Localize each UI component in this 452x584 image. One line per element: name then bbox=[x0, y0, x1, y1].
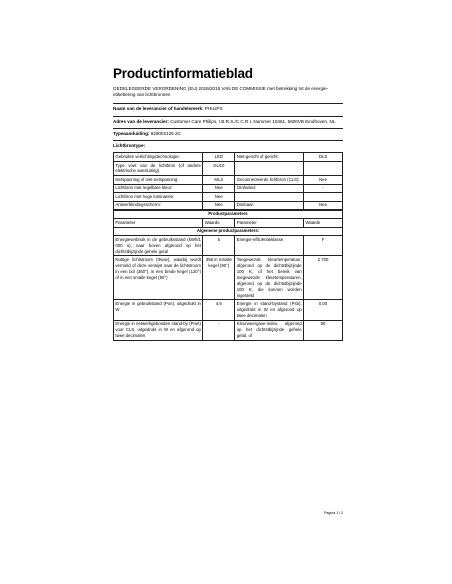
table-row bbox=[114, 176, 343, 185]
type-value-cell bbox=[304, 193, 343, 202]
type-label-cell: Niet-gericht of gericht: bbox=[235, 153, 304, 162]
type-value-cell: Nee bbox=[304, 176, 343, 185]
column-header-value: Waarde bbox=[203, 219, 235, 228]
type-value-cell: - bbox=[304, 184, 343, 193]
type-value-cell: Nee bbox=[203, 201, 235, 210]
document-page bbox=[113, 66, 343, 341]
type-value-cell: Nee bbox=[203, 184, 235, 193]
model-value: 929002125 2C bbox=[150, 130, 181, 136]
type-label-cell: Geconnecteerde lichtbron (CLS): bbox=[235, 176, 304, 185]
type-value-cell: Nee bbox=[203, 193, 235, 202]
product-parameters-title: Productparameters bbox=[114, 210, 343, 219]
supplier-name-label: Naam van de leverancier of handelsmerk: bbox=[113, 106, 204, 112]
light-source-type-heading: Lichtbrontype: bbox=[113, 140, 343, 152]
intro-text: GEDELEGEERDE VERORDENING (EU) 2019/2015 VAN DE COMMISSIE met betrekking tot de energie-etikettering van lichtbronnen bbox=[113, 86, 329, 98]
column-header-parameter: Parameter bbox=[235, 219, 304, 228]
supplier-name bbox=[113, 103, 343, 115]
type-label-cell: Type voet van de lichtbron (of andere elektrische aansluiting) bbox=[114, 161, 203, 175]
value-cell: 4,6 bbox=[203, 300, 235, 320]
type-label-cell bbox=[235, 193, 304, 202]
column-header-value: Waarde bbox=[304, 219, 343, 228]
product-parameters-table bbox=[113, 210, 343, 341]
parameter-cell: Toegewezde kleurtemperatuur, afgerond op de dichtstbijzijnde 100 K, of het bereik van toegewezde kleurtemperaturen, afgerond op de dichtstbijzijnde 100 K, die kunnen worden ingesteld bbox=[235, 256, 304, 300]
general-parameters-title: Algemene productparameters: bbox=[114, 227, 343, 236]
type-value-cell: Nee bbox=[304, 201, 343, 210]
value-cell: 2 700 bbox=[304, 256, 343, 300]
type-value-cell: GU10 bbox=[203, 161, 235, 175]
parameter-cell: Energieverbruik in de gebruiksstand (kWh/1 000 u), naar boven afgerond op het dichtstbijzijnde gehele getal bbox=[114, 236, 203, 256]
page-number: Pagina 1 / 2 bbox=[324, 511, 344, 515]
table-row bbox=[114, 201, 343, 210]
type-value-cell: DLS bbox=[304, 153, 343, 162]
table-row bbox=[114, 184, 343, 193]
table-row bbox=[114, 256, 343, 300]
type-label-cell: Lichtbron met hoge luminantie: bbox=[114, 193, 203, 202]
model-identifier bbox=[113, 128, 343, 140]
supplier-address bbox=[113, 116, 343, 128]
supplier-address-value: Customer Care Philips, I.B.R.S./C.C.R.I. Nummer 10461, 5600VB Eindhoven, NL bbox=[170, 118, 336, 124]
type-value-cell bbox=[304, 161, 343, 175]
type-value-cell: MLS bbox=[203, 176, 235, 185]
table-row bbox=[114, 153, 343, 162]
value-cell: 0,00 bbox=[304, 300, 343, 320]
light-source-type-table bbox=[113, 152, 343, 210]
type-label-cell bbox=[235, 161, 304, 175]
value-cell: 80 bbox=[304, 320, 343, 340]
parameter-cell: Nuttige lichtstroom (Φuse), waarbij wordt vermeld of deze verwijst naar de lichtstroom in een bol (360°), in een brede kegel (120°) of in een smalle kegel (90°) bbox=[114, 256, 203, 300]
parameter-cell: Energie in gebruikstand (Pon), uitgedrukt in W bbox=[114, 300, 203, 320]
table-row bbox=[114, 320, 343, 340]
table-row bbox=[114, 236, 343, 256]
type-label-cell: Dimbaar: bbox=[235, 201, 304, 210]
parameter-cell: Energie in stand-bystand (Psb), uitgedrukt in W en afgerond op twee decimalen bbox=[235, 300, 304, 320]
table-row bbox=[114, 161, 343, 175]
supplier-name-value: PHILIPS bbox=[204, 106, 223, 112]
table-row bbox=[114, 193, 343, 202]
type-label-cell: Lichtbron met regelbare kleur: bbox=[114, 184, 203, 193]
parameter-cell: Energie-efficiëntieklasse bbox=[235, 236, 304, 256]
type-value-cell: LED bbox=[203, 153, 235, 162]
value-cell: 5 bbox=[203, 236, 235, 256]
parameter-cell: Energie in netwerkgebonden stand-by (Pnet) voor CLS, uitgedrukt in W en afgerond op twee decimalen bbox=[114, 320, 203, 340]
value-cell: - bbox=[203, 320, 235, 340]
column-header-parameter: Parameter bbox=[114, 219, 203, 228]
table-row bbox=[114, 300, 343, 320]
type-label-cell: Antiverblindingsscherm: bbox=[114, 201, 203, 210]
supplier-address-label: Adres van de leverancier: bbox=[113, 118, 169, 124]
page-title: Productinformatieblad bbox=[113, 66, 253, 81]
parameter-cell: Kleurweergave-index, afgerond op het dichtstbijzijnde gehele getal, of bbox=[235, 320, 304, 340]
value-cell: 355 in Smalle kegel (90°) bbox=[203, 256, 235, 300]
type-label-cell: Gebruikte verlichtingstechnologie: bbox=[114, 153, 203, 162]
value-cell: F bbox=[304, 236, 343, 256]
model-label: Typeaanduiding: bbox=[113, 130, 150, 136]
type-label-cell: Netspanning of niet-netspanning: bbox=[114, 176, 203, 185]
type-label-cell: Omhulsel: bbox=[235, 184, 304, 193]
